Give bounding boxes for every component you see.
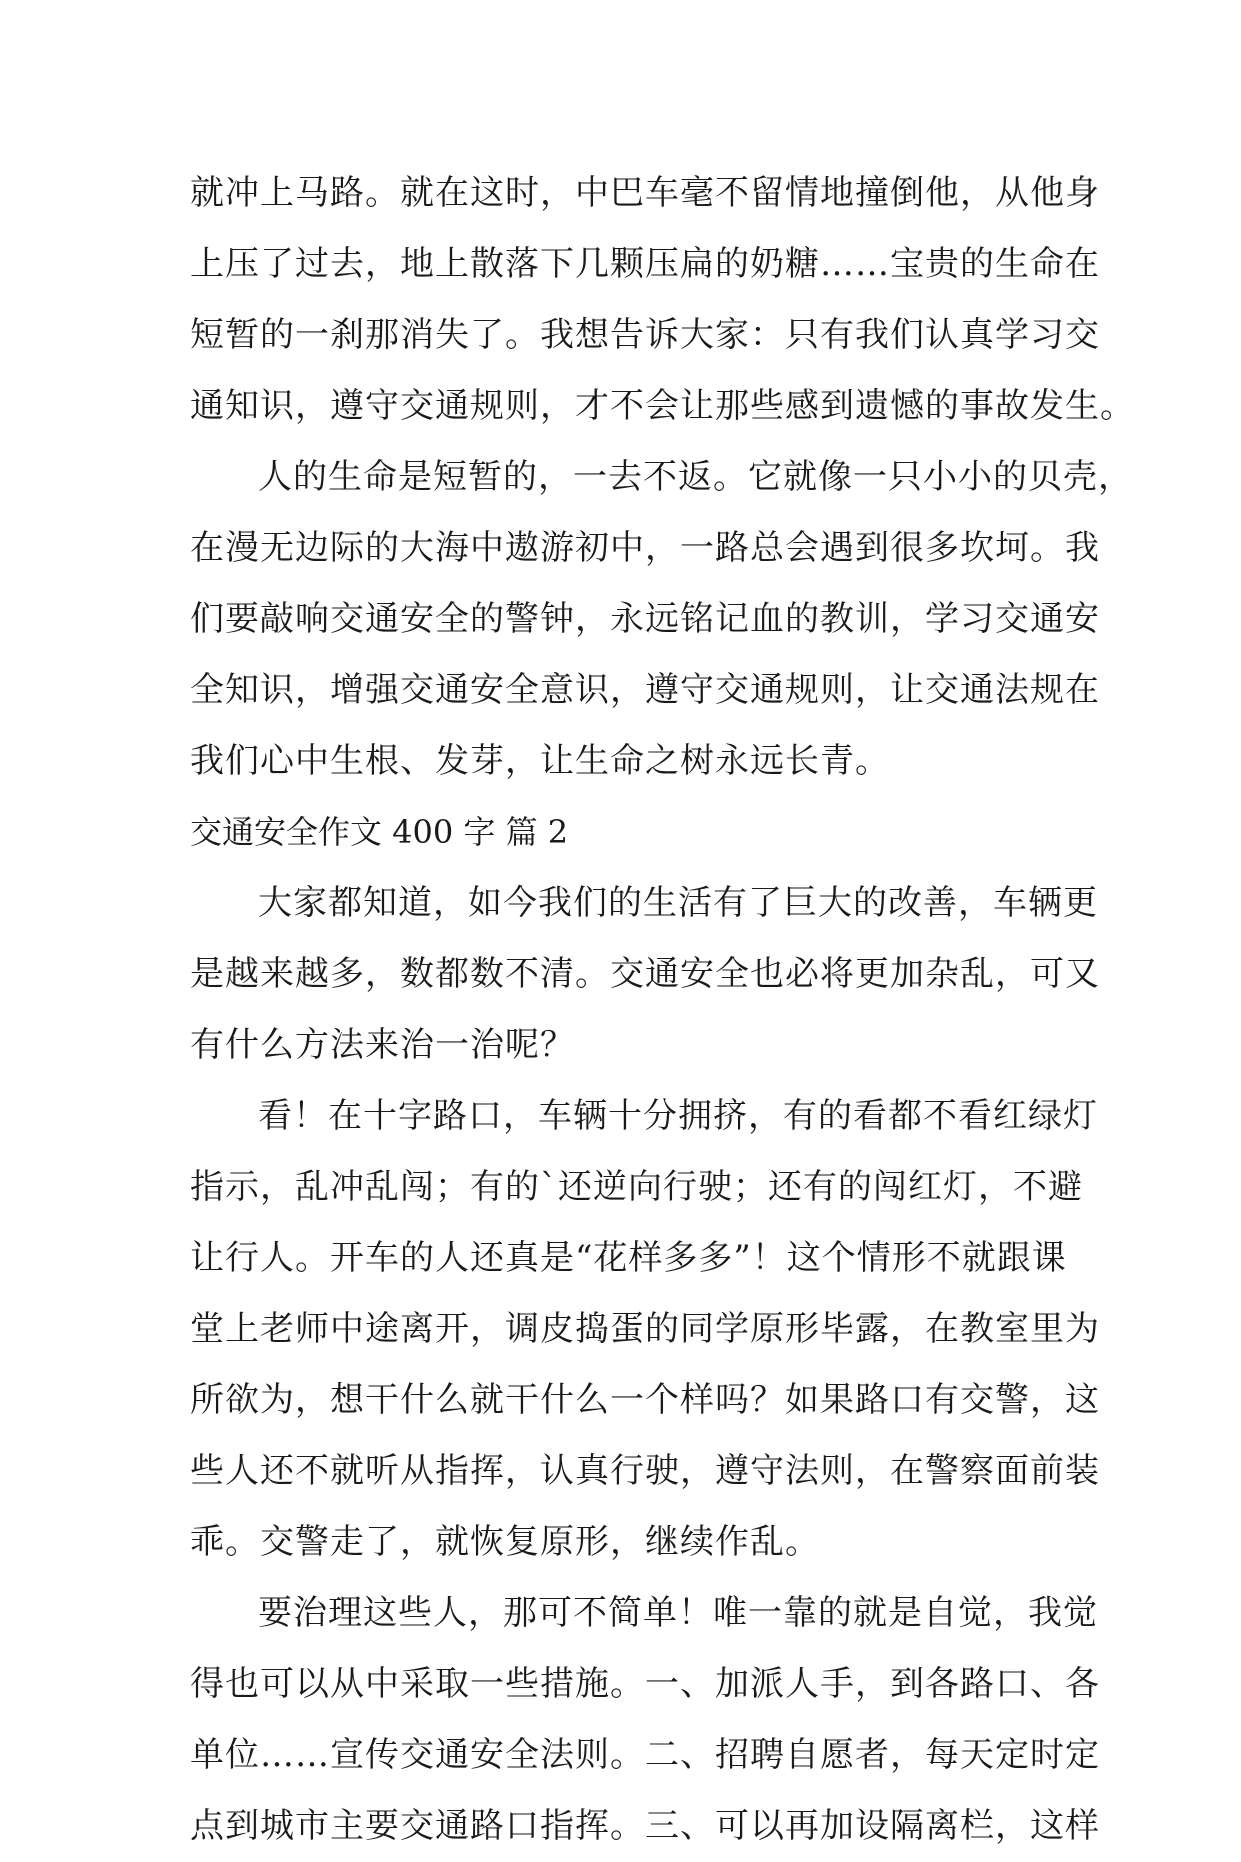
text-line: 是越来越多，数都数不清。交通安全也必将更加杂乱，可又 [190, 954, 1100, 994]
text-line: 在漫无边际的大海中遨游初中，一路总会遇到很多坎坷。我 [190, 528, 1100, 568]
text-line: 就冲上马路。就在这时，中巴车毫不留情地撞倒他，从他身 [190, 173, 1100, 213]
text-line: 些人还不就听从指挥，认真行驶，遵守法则，在警察面前装 [190, 1451, 1100, 1491]
text-line: 通知识，遵守交通规则，才不会让那些感到遗憾的事故发生。 [190, 386, 1135, 426]
text-line: 我们心中生根、发芽，让生命之树永远长青。 [190, 741, 890, 781]
text-line: 乖。交警走了，就恢复原形，继续作乱。 [190, 1522, 820, 1562]
text-line: 点到城市主要交通路口指挥。三、可以再加设隔离栏，这样 [190, 1806, 1100, 1846]
text-line: 有什么方法来治一治呢？ [190, 1025, 575, 1065]
text-line: 短暂的一刹那消失了。我想告诉大家：只有我们认真学习交 [190, 315, 1100, 355]
text-line: 人的生命是短暂的，一去不返。它就像一只小小的贝壳， [258, 457, 1133, 497]
section-heading: 交通安全作文 400 字 篇 2 [190, 813, 569, 851]
text-line: 看！在十字路口，车辆十分拥挤，有的看都不看红绿灯 [258, 1096, 1098, 1136]
text-line: 所欲为，想干什么就干什么一个样吗？如果路口有交警，这 [190, 1380, 1100, 1420]
text-line: 大家都知道，如今我们的生活有了巨大的改善，车辆更 [258, 883, 1098, 923]
paragraph-1 [190, 158, 1135, 442]
text-line: 指示，乱冲乱闯；有的`还逆向行驶；还有的闯红灯，不避 [190, 1167, 1083, 1207]
paragraph-3 [190, 868, 1100, 1081]
text-line: 要治理这些人，那可不简单！唯一靠的就是自觉，我觉 [258, 1593, 1098, 1633]
text-line: 上压了过去，地上散落下几颗压扁的奶糖……宝贵的生命在 [190, 244, 1100, 284]
text-line: 让行人。开车的人还真是“花样多多”！这个情形不就跟课 [190, 1238, 1067, 1278]
text-line: 全知识，增强交通安全意识，遵守交通规则，让交通法规在 [190, 670, 1100, 710]
text-line: 们要敲响交通安全的警钟，永远铭记血的教训，学习交通安 [190, 599, 1100, 639]
text-line: 单位……宣传交通安全法则。二、招聘自愿者，每天定时定 [190, 1735, 1100, 1775]
document-page [190, 158, 1135, 1862]
paragraph-4 [190, 1081, 1100, 1578]
paragraph-5 [190, 1578, 1100, 1862]
paragraph-2 [190, 442, 1133, 797]
text-line: 堂上老师中途离开，调皮捣蛋的同学原形毕露，在教室里为 [190, 1309, 1100, 1349]
text-line: 得也可以从中采取一些措施。一、加派人手，到各路口、各 [190, 1664, 1100, 1704]
